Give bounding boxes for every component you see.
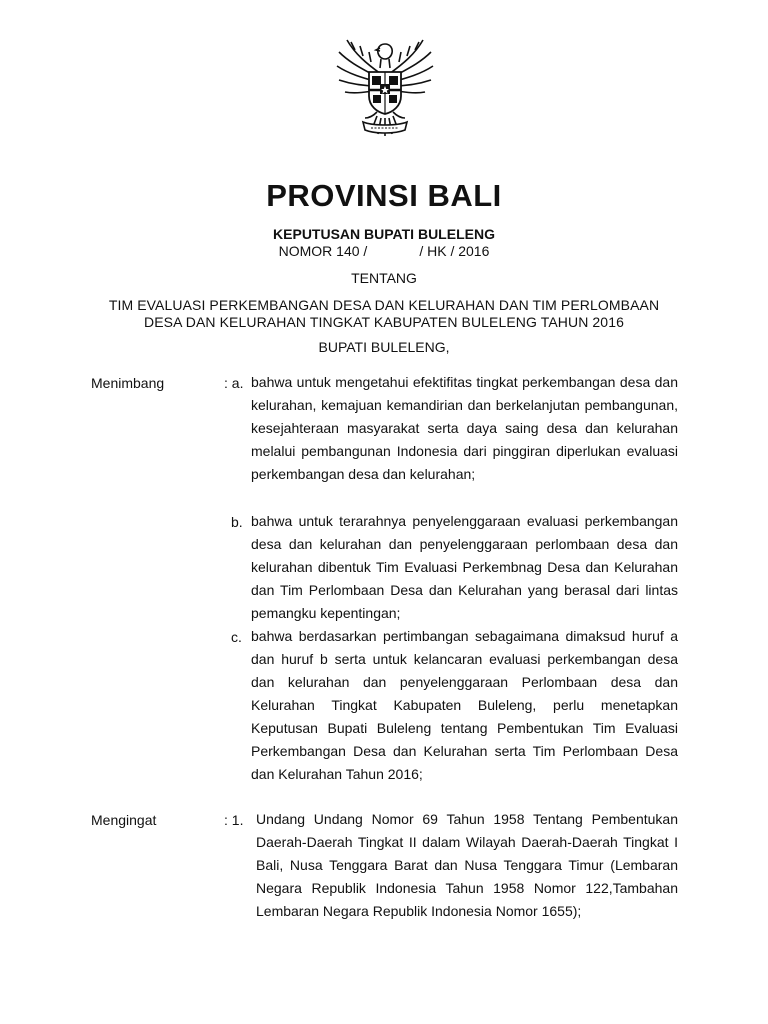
decree-number-suffix: / HK / 2016 xyxy=(419,243,490,259)
menimbang-item-a: bahwa untuk mengetahui efektifitas tingkat perkembangan desa dan kelurahan, kemajuan kemandirian dan berkelanjutan pembangunan, kesejahteraan masyarakat serta daya saing desa dan kelurahan melalui pembangunan Indonesia dari pinggiran diperlukan evaluasi perkembangan desa dan kelurahan; xyxy=(251,374,678,482)
mengingat-item-1: Undang Undang Nomor 69 Tahun 1958 Tentang Pembentukan Daerah-Daerah Tingkat II dalam Wilayah Daerah-Daerah Tingkat I Bali, Nusa Tenggara Barat dan Nusa Tenggara Timur (Lembaran Negara Republik Indonesia Tahun 1958 Nomor 122,Tambahan Lembaran Negara Republik Indonesia Nomor 1655); xyxy=(256,811,678,919)
menimbang-marker-a: : a. xyxy=(224,375,244,391)
mengingat-label: Mengingat xyxy=(91,812,157,828)
menimbang-item-c: bahwa berdasarkan pertimbangan sebagaimana dimaksud huruf a dan huruf b serta untuk kelancaran evaluasi perkembangan desa dan kelurahan dan penyelenggaraan Perlombaan desa dan Kelurahan Tingkat Kabupaten Buleleng, perlu menetapkan Keputusan Bupati Buleleng tentang Pembentukan Tim Evaluasi Perkembangan Desa dan Kelurahan serta Tim Perlombaan Desa dan Kelurahan Tahun 2016; xyxy=(251,628,678,782)
subject-line-2: DESA DAN KELURAHAN TINGKAT KABUPATEN BULELENG TAHUN 2016 xyxy=(144,314,624,330)
subject-line-1: TIM EVALUASI PERKEMBANGAN DESA DAN KELURAHAN DAN TIM PERLOMBAAN xyxy=(108,297,660,313)
menimbang-item-b: bahwa untuk terarahnya penyelenggaraan evaluasi perkembangan desa dan kelurahan dan penyelenggaraan perlombaan desa dan kelurahan dibentuk Tim Evaluasi Perkembnag Desa dan Kelurahan dan Tim Perlombaan Desa dan Kelurahan yang berasal dari lintas pemangku kepentingan; xyxy=(251,513,678,621)
garuda-emblem-icon xyxy=(333,34,437,142)
province-title: PROVINSI BALI xyxy=(266,178,502,213)
decree-number xyxy=(0,243,768,259)
mengingat-marker-1: : 1. xyxy=(224,812,244,828)
decree-title: KEPUTUSAN BUPATI BULELENG xyxy=(273,226,495,242)
decree-number-prefix: NOMOR 140 / xyxy=(278,243,368,259)
tentang-heading: TENTANG xyxy=(351,270,417,286)
bupati-heading: BUPATI BULELENG, xyxy=(318,339,450,355)
menimbang-marker-c: c. xyxy=(231,629,242,645)
menimbang-label: Menimbang xyxy=(91,375,165,391)
menimbang-marker-b: b. xyxy=(231,514,243,530)
